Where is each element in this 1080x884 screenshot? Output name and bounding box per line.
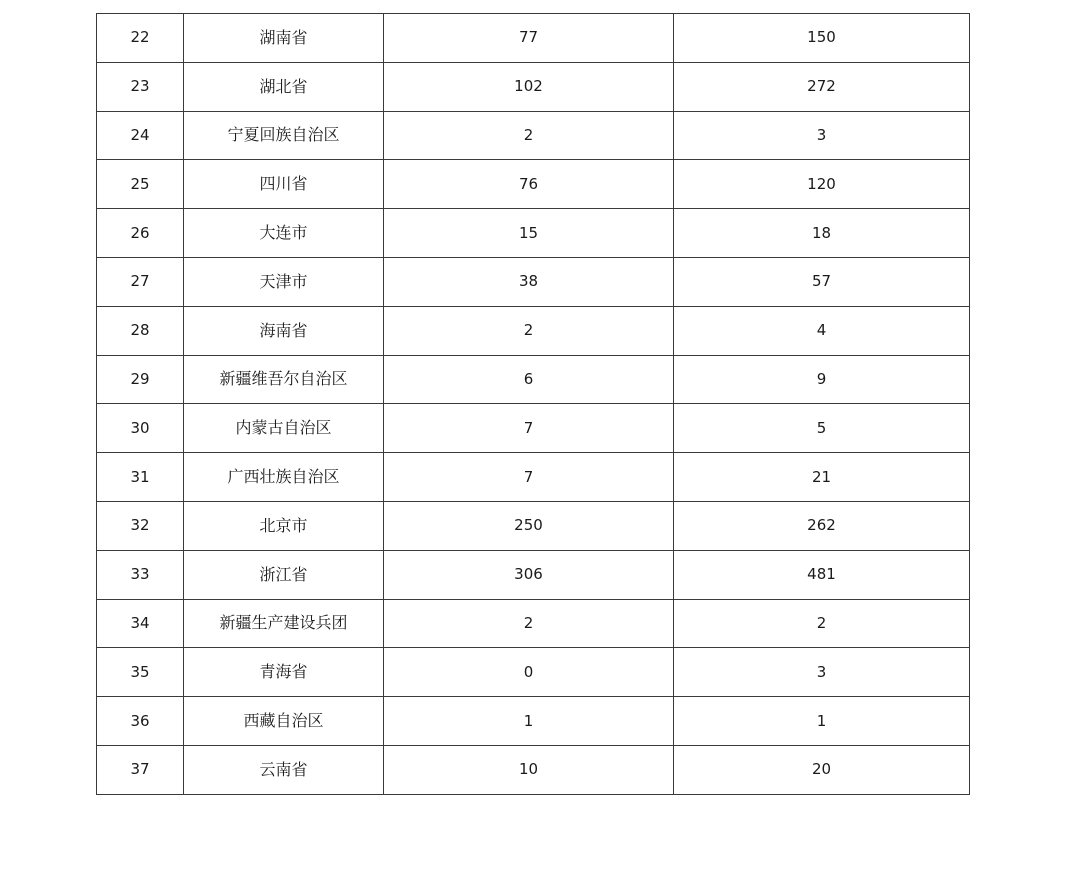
row-index-cell: 29 bbox=[97, 355, 184, 404]
table-row bbox=[97, 453, 970, 502]
value-b-cell: 21 bbox=[674, 453, 970, 502]
region-name-cell: 大连市 bbox=[184, 209, 384, 258]
row-index-cell: 22 bbox=[97, 14, 184, 63]
region-name-cell: 云南省 bbox=[184, 745, 384, 794]
value-a-cell: 0 bbox=[384, 648, 674, 697]
table-row bbox=[97, 14, 970, 63]
region-name-cell: 湖北省 bbox=[184, 62, 384, 111]
row-index-cell: 26 bbox=[97, 209, 184, 258]
table-row bbox=[97, 599, 970, 648]
region-name-cell: 内蒙古自治区 bbox=[184, 404, 384, 453]
table-row bbox=[97, 62, 970, 111]
region-name-cell: 海南省 bbox=[184, 306, 384, 355]
row-index-cell: 35 bbox=[97, 648, 184, 697]
table-row bbox=[97, 745, 970, 794]
value-b-cell: 1 bbox=[674, 697, 970, 746]
value-b-cell: 120 bbox=[674, 160, 970, 209]
data-table-body bbox=[97, 14, 970, 795]
row-index-cell: 27 bbox=[97, 257, 184, 306]
value-a-cell: 306 bbox=[384, 550, 674, 599]
row-index-cell: 25 bbox=[97, 160, 184, 209]
value-a-cell: 10 bbox=[384, 745, 674, 794]
table-row bbox=[97, 404, 970, 453]
data-table bbox=[96, 13, 970, 795]
value-b-cell: 3 bbox=[674, 648, 970, 697]
row-index-cell: 32 bbox=[97, 501, 184, 550]
value-b-cell: 18 bbox=[674, 209, 970, 258]
region-name-cell: 西藏自治区 bbox=[184, 697, 384, 746]
region-name-cell: 宁夏回族自治区 bbox=[184, 111, 384, 160]
table-row bbox=[97, 697, 970, 746]
value-b-cell: 3 bbox=[674, 111, 970, 160]
region-name-cell: 青海省 bbox=[184, 648, 384, 697]
row-index-cell: 37 bbox=[97, 745, 184, 794]
value-b-cell: 262 bbox=[674, 501, 970, 550]
value-b-cell: 4 bbox=[674, 306, 970, 355]
region-name-cell: 北京市 bbox=[184, 501, 384, 550]
table-row bbox=[97, 648, 970, 697]
value-a-cell: 2 bbox=[384, 306, 674, 355]
value-b-cell: 2 bbox=[674, 599, 970, 648]
table-row bbox=[97, 209, 970, 258]
row-index-cell: 23 bbox=[97, 62, 184, 111]
region-name-cell: 浙江省 bbox=[184, 550, 384, 599]
value-a-cell: 7 bbox=[384, 404, 674, 453]
value-b-cell: 9 bbox=[674, 355, 970, 404]
row-index-cell: 31 bbox=[97, 453, 184, 502]
row-index-cell: 33 bbox=[97, 550, 184, 599]
value-b-cell: 20 bbox=[674, 745, 970, 794]
value-a-cell: 76 bbox=[384, 160, 674, 209]
value-a-cell: 77 bbox=[384, 14, 674, 63]
value-a-cell: 1 bbox=[384, 697, 674, 746]
value-a-cell: 6 bbox=[384, 355, 674, 404]
value-a-cell: 2 bbox=[384, 599, 674, 648]
table-row bbox=[97, 257, 970, 306]
region-name-cell: 湖南省 bbox=[184, 14, 384, 63]
value-a-cell: 7 bbox=[384, 453, 674, 502]
value-a-cell: 15 bbox=[384, 209, 674, 258]
table-row bbox=[97, 355, 970, 404]
region-name-cell: 新疆维吾尔自治区 bbox=[184, 355, 384, 404]
value-a-cell: 2 bbox=[384, 111, 674, 160]
value-b-cell: 57 bbox=[674, 257, 970, 306]
value-b-cell: 481 bbox=[674, 550, 970, 599]
table-row bbox=[97, 160, 970, 209]
row-index-cell: 28 bbox=[97, 306, 184, 355]
value-a-cell: 38 bbox=[384, 257, 674, 306]
table-row bbox=[97, 550, 970, 599]
table-row bbox=[97, 501, 970, 550]
value-b-cell: 150 bbox=[674, 14, 970, 63]
table-row bbox=[97, 306, 970, 355]
value-b-cell: 5 bbox=[674, 404, 970, 453]
value-a-cell: 250 bbox=[384, 501, 674, 550]
table-row bbox=[97, 111, 970, 160]
row-index-cell: 30 bbox=[97, 404, 184, 453]
value-b-cell: 272 bbox=[674, 62, 970, 111]
row-index-cell: 24 bbox=[97, 111, 184, 160]
region-name-cell: 新疆生产建设兵团 bbox=[184, 599, 384, 648]
region-name-cell: 四川省 bbox=[184, 160, 384, 209]
region-name-cell: 广西壮族自治区 bbox=[184, 453, 384, 502]
row-index-cell: 36 bbox=[97, 697, 184, 746]
region-name-cell: 天津市 bbox=[184, 257, 384, 306]
row-index-cell: 34 bbox=[97, 599, 184, 648]
value-a-cell: 102 bbox=[384, 62, 674, 111]
